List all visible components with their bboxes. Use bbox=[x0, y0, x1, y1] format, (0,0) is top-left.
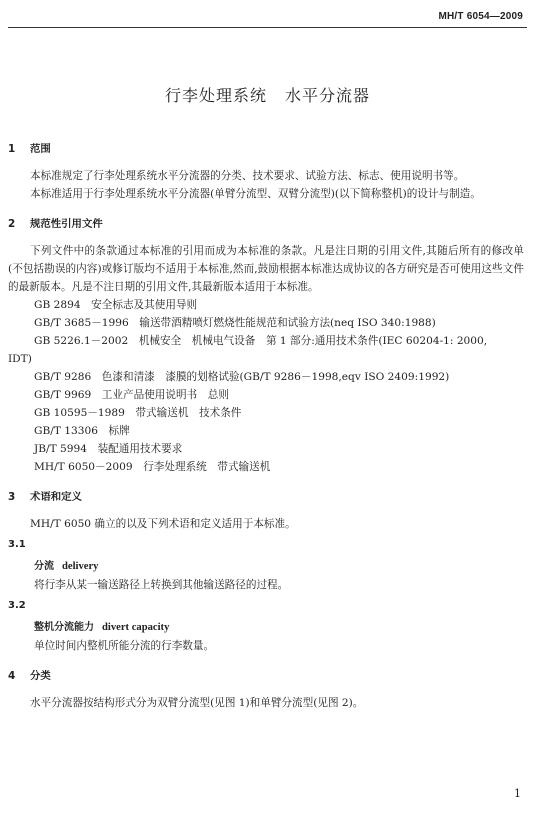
scope-paragraph-2: 本标准适用于行李处理系统水平分流器(单臂分流型、双臂分流型)(以下简称整机)的设计与制造。 bbox=[30, 188, 481, 200]
section-4-heading bbox=[8, 667, 524, 685]
term-english: divert capacity bbox=[102, 622, 170, 633]
section-number: 1 bbox=[8, 143, 16, 155]
reference-item: GB 10595－1989 带式输送机 技术条件 bbox=[34, 407, 242, 419]
reference-item: GB/T 13306 标牌 bbox=[34, 425, 130, 437]
term-definition: 单位时间内整机所能分流的行李数量。 bbox=[34, 640, 215, 652]
section-number: 2 bbox=[8, 218, 16, 230]
term-english: delivery bbox=[62, 561, 99, 572]
term-heading bbox=[8, 558, 524, 576]
document-body bbox=[8, 140, 524, 712]
section-2-heading bbox=[8, 215, 524, 233]
section-title: 分类 bbox=[30, 670, 51, 682]
section-1-heading bbox=[8, 140, 524, 158]
reference-item-long bbox=[8, 332, 524, 368]
title-part2: 水平分流器 bbox=[285, 86, 371, 105]
reference-item: JB/T 5994 装配通用技术要求 bbox=[34, 443, 183, 455]
reference-item: GB/T 9286 色漆和清漆 漆膜的划格试验(GB/T 9286－1998,eqv ISO 2409:1992) bbox=[34, 371, 450, 383]
reference-item: GB 2894 安全标志及其使用导则 bbox=[34, 299, 198, 311]
subclause-number: 3.1 bbox=[8, 539, 26, 550]
reference-item: MH/T 6050－2009 行李处理系统 带式输送机 bbox=[34, 461, 271, 473]
header-rule bbox=[8, 27, 527, 28]
section-number: 3 bbox=[8, 491, 16, 503]
standard-code: MH/T 6054—2009 bbox=[438, 11, 523, 22]
section-title: 规范性引用文件 bbox=[30, 218, 103, 230]
scope-paragraph-1: 本标准规定了行李处理系统水平分流器的分类、技术要求、试验方法、标志、使用说明书等。 bbox=[30, 170, 465, 182]
terms-intro: MH/T 6050 确立的以及下列术语和定义适用于本标准。 bbox=[30, 518, 296, 530]
term-heading bbox=[8, 619, 524, 637]
title-part1: 行李处理系统 bbox=[164, 86, 267, 105]
page-number: 1 bbox=[514, 787, 521, 800]
reference-item: GB/T 9969 工业产品使用说明书 总则 bbox=[34, 389, 229, 401]
section-number: 4 bbox=[8, 670, 16, 682]
term-chinese: 分流 bbox=[34, 561, 54, 572]
subclause-number: 3.2 bbox=[8, 600, 26, 611]
document-title bbox=[0, 83, 535, 106]
reference-line-1: GB 5226.1－2002 机械安全 机械电气设备 第 1 部分:通用技术条件(IEC 60204-1: 2000, bbox=[34, 335, 488, 347]
term-chinese: 整机分流能力 bbox=[34, 622, 94, 633]
references-intro: 下列文件中的条款通过本标准的引用而成为本标准的条款。凡是注日期的引用文件,其随后所有的修改单(不包括勘误的内容)或修订版均不适用于本标准,然而,鼓励根据本标准达成协议的各方研究是否可使用这些文件的最新版本。凡是不注日期的引用文件,其最新版本适用于本标准。 bbox=[8, 245, 524, 293]
section-title: 范围 bbox=[30, 143, 51, 155]
classification-paragraph: 水平分流器按结构形式分为双臂分流型(见图 1)和单臂分流型(见图 2)。 bbox=[30, 697, 364, 709]
term-definition: 将行李从某一输送路径上转换到其他输送路径的过程。 bbox=[34, 579, 289, 591]
reference-line-2: IDT) bbox=[8, 353, 32, 365]
reference-item: GB/T 3685－1996 输送带酒精喷灯燃烧性能规范和试验方法(neq ISO 340:1988) bbox=[34, 317, 436, 329]
section-title: 术语和定义 bbox=[30, 491, 82, 503]
section-3-heading bbox=[8, 488, 524, 506]
